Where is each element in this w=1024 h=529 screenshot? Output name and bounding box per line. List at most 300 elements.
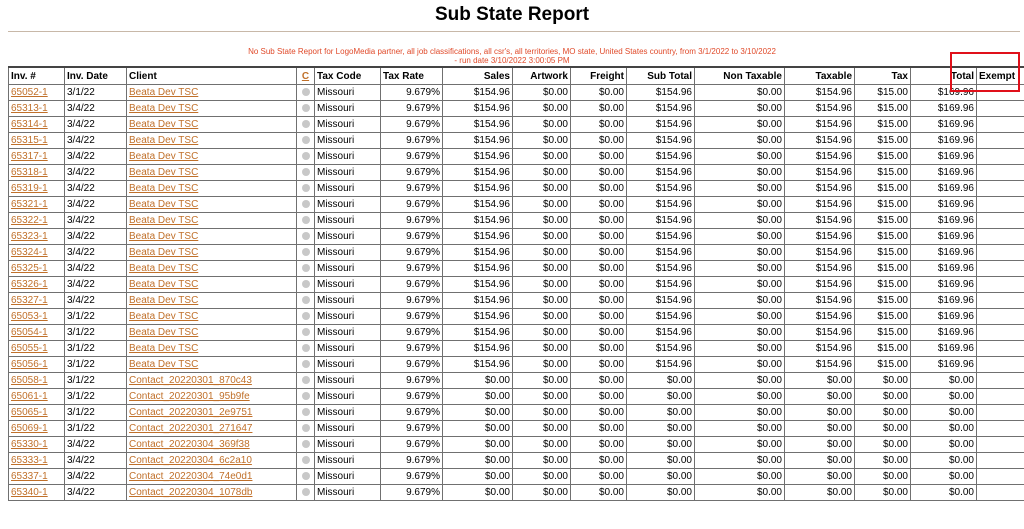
report-subtitle <box>0 47 1024 65</box>
exempt-value <box>977 485 1024 501</box>
client-cell <box>127 245 297 261</box>
invoice-date: 3/1/22 <box>65 325 127 341</box>
tax-rate: 9.679% <box>381 149 443 165</box>
client-link[interactable]: Contact_20220301_271647 <box>129 423 253 434</box>
artwork-amount: $0.00 <box>513 277 571 293</box>
status-cell <box>297 245 315 261</box>
table-row <box>9 421 1024 437</box>
invoice-link[interactable]: 65327-1 <box>11 295 48 306</box>
exempt-value <box>977 133 1024 149</box>
freight-amount: $0.00 <box>571 101 627 117</box>
status-cell <box>297 181 315 197</box>
client-link[interactable]: Beata Dev TSC <box>129 135 199 146</box>
invoice-link[interactable]: 65056-1 <box>11 359 48 370</box>
nontaxable-amount: $0.00 <box>695 245 785 261</box>
tax-amount: $15.00 <box>855 133 911 149</box>
invoice-link[interactable]: 65052-1 <box>11 87 48 98</box>
subtotal-amount: $154.96 <box>627 357 695 373</box>
client-link[interactable]: Contact_20220301_2e9751 <box>129 407 253 418</box>
invoice-link[interactable]: 65069-1 <box>11 423 48 434</box>
status-cell <box>297 85 315 101</box>
total-amount: $0.00 <box>911 453 977 469</box>
sales-amount: $154.96 <box>443 213 513 229</box>
invoice-link[interactable]: 65065-1 <box>11 407 48 418</box>
invoice-date: 3/4/22 <box>65 293 127 309</box>
invoice-date: 3/4/22 <box>65 437 127 453</box>
tax-code: Missouri <box>315 469 381 485</box>
tax-rate: 9.679% <box>381 421 443 437</box>
status-dot-icon <box>302 376 310 384</box>
artwork-amount: $0.00 <box>513 405 571 421</box>
freight-amount: $0.00 <box>571 261 627 277</box>
tax-rate: 9.679% <box>381 293 443 309</box>
artwork-amount: $0.00 <box>513 485 571 501</box>
col-header-nontaxable[interactable]: Non Taxable <box>695 67 785 85</box>
client-link[interactable]: Beata Dev TSC <box>129 215 199 226</box>
total-amount: $169.96 <box>911 213 977 229</box>
col-header-c[interactable] <box>297 67 315 85</box>
sales-amount: $154.96 <box>443 293 513 309</box>
tax-code: Missouri <box>315 453 381 469</box>
artwork-amount: $0.00 <box>513 229 571 245</box>
taxable-amount: $154.96 <box>785 85 855 101</box>
col-header-taxcode[interactable]: Tax Code <box>315 67 381 85</box>
client-link[interactable]: Contact_20220304_74e0d1 <box>129 471 253 482</box>
taxable-amount: $0.00 <box>785 421 855 437</box>
client-link[interactable]: Contact_20220304_369f38 <box>129 439 250 450</box>
client-link[interactable]: Beata Dev TSC <box>129 183 199 194</box>
subtotal-amount: $154.96 <box>627 149 695 165</box>
status-cell <box>297 261 315 277</box>
artwork-amount: $0.00 <box>513 373 571 389</box>
nontaxable-amount: $0.00 <box>695 485 785 501</box>
invoice-link[interactable]: 65323-1 <box>11 231 48 242</box>
invoice-link[interactable]: 65333-1 <box>11 455 48 466</box>
total-amount: $0.00 <box>911 437 977 453</box>
total-amount: $169.96 <box>911 149 977 165</box>
tax-amount: $15.00 <box>855 293 911 309</box>
invoice-date: 3/4/22 <box>65 197 127 213</box>
exempt-value <box>977 293 1024 309</box>
sales-amount: $154.96 <box>443 341 513 357</box>
invoice-cell <box>9 421 65 437</box>
invoice-link[interactable]: 65061-1 <box>11 391 48 402</box>
total-amount: $0.00 <box>911 421 977 437</box>
client-link[interactable]: Beata Dev TSC <box>129 359 199 370</box>
table-row <box>9 309 1024 325</box>
client-cell <box>127 293 297 309</box>
status-cell <box>297 101 315 117</box>
client-link[interactable]: Beata Dev TSC <box>129 247 199 258</box>
tax-rate: 9.679% <box>381 213 443 229</box>
artwork-amount: $0.00 <box>513 437 571 453</box>
total-amount: $169.96 <box>911 325 977 341</box>
invoice-cell <box>9 229 65 245</box>
invoice-cell <box>9 213 65 229</box>
col-header-client[interactable]: Client <box>127 67 297 85</box>
table-row <box>9 453 1024 469</box>
subtotal-amount: $154.96 <box>627 133 695 149</box>
freight-amount: $0.00 <box>571 229 627 245</box>
invoice-link[interactable]: 65326-1 <box>11 279 48 290</box>
client-link[interactable]: Beata Dev TSC <box>129 119 199 130</box>
status-cell <box>297 117 315 133</box>
status-dot-icon <box>302 344 310 352</box>
invoice-link[interactable]: 65315-1 <box>11 135 48 146</box>
tax-rate: 9.679% <box>381 453 443 469</box>
tax-rate: 9.679% <box>381 469 443 485</box>
artwork-amount: $0.00 <box>513 309 571 325</box>
invoice-cell <box>9 277 65 293</box>
invoice-cell <box>9 341 65 357</box>
tax-code: Missouri <box>315 437 381 453</box>
nontaxable-amount: $0.00 <box>695 229 785 245</box>
taxable-amount: $0.00 <box>785 373 855 389</box>
tax-rate: 9.679% <box>381 341 443 357</box>
client-link[interactable]: Beata Dev TSC <box>129 263 199 274</box>
invoice-cell <box>9 405 65 421</box>
tax-rate: 9.679% <box>381 485 443 501</box>
exempt-value <box>977 357 1024 373</box>
nontaxable-amount: $0.00 <box>695 453 785 469</box>
table-row <box>9 197 1024 213</box>
tax-rate: 9.679% <box>381 133 443 149</box>
freight-amount: $0.00 <box>571 421 627 437</box>
status-dot-icon <box>302 152 310 160</box>
status-cell <box>297 389 315 405</box>
tax-rate: 9.679% <box>381 229 443 245</box>
tax-code: Missouri <box>315 277 381 293</box>
client-cell <box>127 453 297 469</box>
table-row <box>9 149 1024 165</box>
artwork-amount: $0.00 <box>513 165 571 181</box>
tax-code: Missouri <box>315 133 381 149</box>
client-cell <box>127 133 297 149</box>
nontaxable-amount: $0.00 <box>695 197 785 213</box>
nontaxable-amount: $0.00 <box>695 309 785 325</box>
status-cell <box>297 485 315 501</box>
freight-amount: $0.00 <box>571 469 627 485</box>
status-dot-icon <box>302 328 310 336</box>
freight-amount: $0.00 <box>571 149 627 165</box>
subtotal-amount: $154.96 <box>627 229 695 245</box>
col-header-taxable[interactable]: Taxable <box>785 67 855 85</box>
client-link[interactable]: Beata Dev TSC <box>129 279 199 290</box>
subtotal-amount: $154.96 <box>627 261 695 277</box>
artwork-amount: $0.00 <box>513 133 571 149</box>
freight-amount: $0.00 <box>571 85 627 101</box>
artwork-amount: $0.00 <box>513 149 571 165</box>
status-cell <box>297 453 315 469</box>
tax-rate: 9.679% <box>381 405 443 421</box>
tax-amount: $15.00 <box>855 181 911 197</box>
tax-amount: $15.00 <box>855 261 911 277</box>
total-amount: $169.96 <box>911 197 977 213</box>
col-header-exempt[interactable]: Exempt <box>977 67 1024 85</box>
subtotal-amount: $154.96 <box>627 293 695 309</box>
sales-amount: $154.96 <box>443 197 513 213</box>
client-link[interactable]: Contact_20220304_1078db <box>129 487 253 498</box>
sales-amount: $154.96 <box>443 325 513 341</box>
col-header-artwork[interactable]: Artwork <box>513 67 571 85</box>
invoice-link[interactable]: 65314-1 <box>11 119 48 130</box>
invoice-link[interactable]: 65053-1 <box>11 311 48 322</box>
subtotal-amount: $0.00 <box>627 405 695 421</box>
invoice-link[interactable]: 65054-1 <box>11 327 48 338</box>
taxable-amount: $0.00 <box>785 437 855 453</box>
client-link[interactable]: Beata Dev TSC <box>129 167 199 178</box>
invoice-link[interactable]: 65058-1 <box>11 375 48 386</box>
invoice-link[interactable]: 65322-1 <box>11 215 48 226</box>
table-row <box>9 261 1024 277</box>
table-row <box>9 357 1024 373</box>
tax-amount: $0.00 <box>855 437 911 453</box>
tax-amount: $15.00 <box>855 117 911 133</box>
nontaxable-amount: $0.00 <box>695 357 785 373</box>
invoice-cell <box>9 485 65 501</box>
exempt-value <box>977 389 1024 405</box>
col-header-freight[interactable]: Freight <box>571 67 627 85</box>
status-dot-icon <box>302 312 310 320</box>
client-cell <box>127 229 297 245</box>
tax-rate: 9.679% <box>381 437 443 453</box>
status-dot-icon <box>302 232 310 240</box>
tax-code: Missouri <box>315 309 381 325</box>
freight-amount: $0.00 <box>571 325 627 341</box>
invoice-date: 3/1/22 <box>65 421 127 437</box>
invoice-link[interactable]: 65340-1 <box>11 487 48 498</box>
invoice-cell <box>9 117 65 133</box>
page-title: Sub State Report <box>434 4 590 25</box>
status-cell <box>297 197 315 213</box>
tax-code: Missouri <box>315 373 381 389</box>
exempt-value <box>977 261 1024 277</box>
status-cell <box>297 229 315 245</box>
taxable-amount: $154.96 <box>785 213 855 229</box>
status-dot-icon <box>302 168 310 176</box>
client-link[interactable]: Contact_20220301_95b9fe <box>129 391 250 402</box>
subtotal-amount: $154.96 <box>627 101 695 117</box>
exempt-value <box>977 149 1024 165</box>
freight-amount: $0.00 <box>571 437 627 453</box>
table-row <box>9 293 1024 309</box>
status-cell <box>297 165 315 181</box>
taxable-amount: $154.96 <box>785 277 855 293</box>
status-dot-icon <box>302 216 310 224</box>
status-dot-icon <box>302 120 310 128</box>
client-link[interactable]: Contact_20220304_6c2a10 <box>129 455 252 466</box>
exempt-value <box>977 213 1024 229</box>
artwork-amount: $0.00 <box>513 293 571 309</box>
status-cell <box>297 309 315 325</box>
exempt-value <box>977 117 1024 133</box>
status-dot-icon <box>302 280 310 288</box>
invoice-link[interactable]: 65321-1 <box>11 199 48 210</box>
freight-amount: $0.00 <box>571 405 627 421</box>
invoice-cell <box>9 181 65 197</box>
status-dot-icon <box>302 360 310 368</box>
status-dot-icon <box>302 136 310 144</box>
invoice-link[interactable]: 65337-1 <box>11 471 48 482</box>
title-divider <box>8 31 1020 32</box>
client-link[interactable]: Beata Dev TSC <box>129 87 199 98</box>
invoice-cell <box>9 309 65 325</box>
invoice-date: 3/4/22 <box>65 117 127 133</box>
client-link[interactable]: Beata Dev TSC <box>129 311 199 322</box>
nontaxable-amount: $0.00 <box>695 421 785 437</box>
tax-rate: 9.679% <box>381 309 443 325</box>
report-table <box>8 66 1024 501</box>
freight-amount: $0.00 <box>571 181 627 197</box>
exempt-value <box>977 101 1024 117</box>
sales-amount: $154.96 <box>443 229 513 245</box>
client-link[interactable]: Beata Dev TSC <box>129 343 199 354</box>
col-header-date[interactable]: Inv. Date <box>65 67 127 85</box>
subtotal-amount: $154.96 <box>627 245 695 261</box>
client-link[interactable]: Beata Dev TSC <box>129 327 199 338</box>
sales-amount: $0.00 <box>443 469 513 485</box>
nontaxable-amount: $0.00 <box>695 165 785 181</box>
taxable-amount: $154.96 <box>785 149 855 165</box>
invoice-link[interactable]: 65330-1 <box>11 439 48 450</box>
sales-amount: $0.00 <box>443 437 513 453</box>
client-cell <box>127 277 297 293</box>
col-header-tax[interactable]: Tax <box>855 67 911 85</box>
total-amount: $0.00 <box>911 485 977 501</box>
nontaxable-amount: $0.00 <box>695 117 785 133</box>
invoice-date: 3/1/22 <box>65 309 127 325</box>
invoice-date: 3/4/22 <box>65 149 127 165</box>
tax-amount: $15.00 <box>855 229 911 245</box>
tax-rate: 9.679% <box>381 101 443 117</box>
client-cell <box>127 357 297 373</box>
client-link[interactable]: Beata Dev TSC <box>129 103 199 114</box>
invoice-link[interactable]: 65319-1 <box>11 183 48 194</box>
status-dot-icon <box>302 392 310 400</box>
tax-code: Missouri <box>315 405 381 421</box>
sales-amount: $154.96 <box>443 245 513 261</box>
client-cell <box>127 101 297 117</box>
col-header-sales[interactable]: Sales <box>443 67 513 85</box>
freight-amount: $0.00 <box>571 293 627 309</box>
invoice-date: 3/4/22 <box>65 229 127 245</box>
tax-code: Missouri <box>315 325 381 341</box>
artwork-amount: $0.00 <box>513 197 571 213</box>
subtotal-amount: $154.96 <box>627 197 695 213</box>
tax-code: Missouri <box>315 101 381 117</box>
exempt-value <box>977 373 1024 389</box>
status-dot-icon <box>302 184 310 192</box>
tax-code: Missouri <box>315 485 381 501</box>
taxable-amount: $154.96 <box>785 325 855 341</box>
table-row <box>9 117 1024 133</box>
exempt-value <box>977 309 1024 325</box>
col-header-subtotal[interactable]: Sub Total <box>627 67 695 85</box>
nontaxable-amount: $0.00 <box>695 389 785 405</box>
col-header-inv[interactable]: Inv. # <box>9 67 65 85</box>
invoice-cell <box>9 197 65 213</box>
tax-code: Missouri <box>315 341 381 357</box>
report-criteria: No Sub State Report for LogoMedia partner, all job classifications, all csr's, all territories, MO state, United States country, from 3/1/2022 to 3/10/2022 <box>248 47 776 56</box>
invoice-date: 3/4/22 <box>65 133 127 149</box>
status-dot-icon <box>302 104 310 112</box>
client-link[interactable]: Beata Dev TSC <box>129 295 199 306</box>
tax-amount: $15.00 <box>855 341 911 357</box>
total-amount: $169.96 <box>911 261 977 277</box>
tax-amount: $0.00 <box>855 485 911 501</box>
table-row <box>9 469 1024 485</box>
tax-rate: 9.679% <box>381 117 443 133</box>
tax-amount: $0.00 <box>855 469 911 485</box>
exempt-value <box>977 453 1024 469</box>
freight-amount: $0.00 <box>571 389 627 405</box>
table-row <box>9 341 1024 357</box>
client-cell <box>127 213 297 229</box>
nontaxable-amount: $0.00 <box>695 469 785 485</box>
tax-amount: $15.00 <box>855 85 911 101</box>
invoice-cell <box>9 437 65 453</box>
tax-amount: $15.00 <box>855 309 911 325</box>
status-dot-icon <box>302 440 310 448</box>
col-header-taxrate[interactable]: Tax Rate <box>381 67 443 85</box>
invoice-link[interactable]: 65317-1 <box>11 151 48 162</box>
exempt-value <box>977 437 1024 453</box>
sales-amount: $0.00 <box>443 453 513 469</box>
col-header-total[interactable]: Total <box>911 67 977 85</box>
status-cell <box>297 373 315 389</box>
table-row <box>9 389 1024 405</box>
exempt-value <box>977 197 1024 213</box>
client-cell <box>127 325 297 341</box>
status-dot-icon <box>302 456 310 464</box>
client-link[interactable]: Beata Dev TSC <box>129 231 199 242</box>
invoice-link[interactable]: 65055-1 <box>11 343 48 354</box>
total-amount: $169.96 <box>911 245 977 261</box>
freight-amount: $0.00 <box>571 165 627 181</box>
total-amount: $169.96 <box>911 309 977 325</box>
taxable-amount: $154.96 <box>785 357 855 373</box>
invoice-link[interactable]: 65313-1 <box>11 103 48 114</box>
col-header-c-link[interactable]: C <box>301 70 310 82</box>
client-link[interactable]: Contact_20220301_870c43 <box>129 375 252 386</box>
sales-amount: $0.00 <box>443 421 513 437</box>
tax-code: Missouri <box>315 245 381 261</box>
invoice-link[interactable]: 65324-1 <box>11 247 48 258</box>
sales-amount: $154.96 <box>443 85 513 101</box>
total-amount: $169.96 <box>911 357 977 373</box>
subtotal-amount: $0.00 <box>627 453 695 469</box>
invoice-link[interactable]: 65325-1 <box>11 263 48 274</box>
invoice-date: 3/4/22 <box>65 277 127 293</box>
subtotal-amount: $0.00 <box>627 437 695 453</box>
subtotal-amount: $0.00 <box>627 421 695 437</box>
freight-amount: $0.00 <box>571 245 627 261</box>
sales-amount: $154.96 <box>443 117 513 133</box>
status-cell <box>297 133 315 149</box>
table-row <box>9 245 1024 261</box>
client-link[interactable]: Beata Dev TSC <box>129 151 199 162</box>
client-link[interactable]: Beata Dev TSC <box>129 199 199 210</box>
tax-rate: 9.679% <box>381 245 443 261</box>
invoice-cell <box>9 293 65 309</box>
exempt-value <box>977 181 1024 197</box>
invoice-link[interactable]: 65318-1 <box>11 167 48 178</box>
tax-rate: 9.679% <box>381 85 443 101</box>
nontaxable-amount: $0.00 <box>695 325 785 341</box>
tax-amount: $15.00 <box>855 149 911 165</box>
invoice-cell <box>9 389 65 405</box>
subtotal-amount: $0.00 <box>627 373 695 389</box>
